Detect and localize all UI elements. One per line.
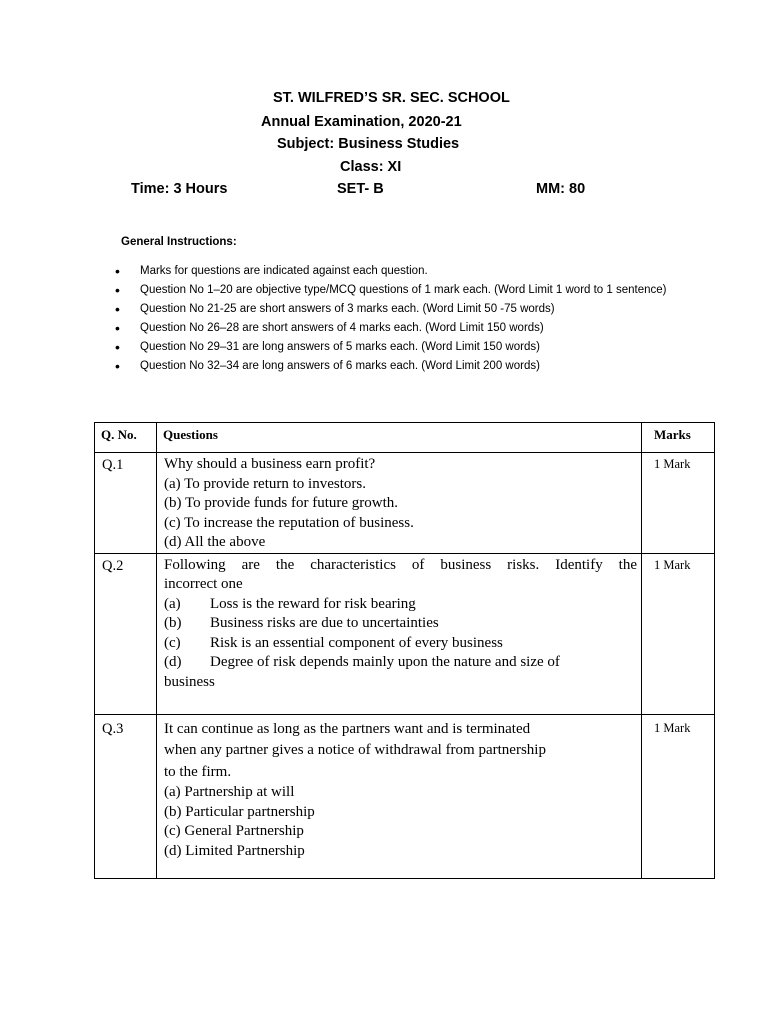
subject-line: Subject: Business Studies bbox=[277, 136, 460, 152]
time-line: Time: 3 Hours bbox=[131, 181, 228, 197]
instruction-item: • Question No 1–20 are objective type/MCQ questions of 1 mark each. (Word Limit 1 word to 1 sentence) bbox=[113, 281, 673, 300]
option-continuation: business bbox=[164, 673, 215, 690]
marks-cell: 1 Mark bbox=[642, 553, 715, 714]
question-text: Why should a business earn profit? bbox=[164, 456, 376, 472]
instruction-item: • Question No 29–31 are long answers of 5 marks each. (Word Limit 150 words) bbox=[113, 338, 673, 357]
question-text: Following are the characteristics of business risks. Identify the bbox=[164, 556, 637, 573]
option-key: (b) bbox=[164, 615, 182, 631]
option-text: Risk is an essential component of every business bbox=[210, 634, 503, 651]
question-text: to the firm. bbox=[164, 763, 232, 780]
table-row bbox=[95, 553, 715, 714]
table-row bbox=[95, 714, 715, 878]
set-line: SET- B bbox=[337, 181, 384, 197]
option: (c) To increase the reputation of business. bbox=[164, 514, 414, 531]
header-marks: Marks bbox=[642, 423, 715, 453]
instruction-item: • Question No 32–34 are long answers of 6 marks each. (Word Limit 200 words) bbox=[113, 357, 673, 376]
option: (c) General Partnership bbox=[164, 823, 304, 839]
option-key: (a) bbox=[164, 595, 181, 612]
question-text: It can continue as long as the partners want and is terminated bbox=[164, 720, 531, 737]
question-cell bbox=[157, 714, 642, 878]
table-header-row bbox=[95, 423, 715, 453]
option-key: (c) bbox=[164, 634, 181, 651]
instruction-item: • Question No 26–28 are short answers of 4 marks each. (Word Limit 150 words) bbox=[113, 319, 673, 338]
option: (b) Particular partnership bbox=[164, 803, 315, 820]
question-cell bbox=[157, 453, 642, 554]
option bbox=[164, 634, 637, 654]
question-number: Q.1 bbox=[95, 453, 157, 554]
option bbox=[164, 595, 637, 615]
option: (b) To provide funds for future growth. bbox=[164, 495, 399, 511]
header-questions: Questions bbox=[157, 423, 642, 453]
option: (a) Partnership at will bbox=[164, 784, 295, 800]
question-text: when any partner gives a notice of withdrawal from partnership bbox=[164, 742, 546, 758]
option bbox=[164, 653, 637, 673]
instruction-item: • Marks for questions are indicated against each question. bbox=[113, 262, 673, 281]
option-text: Degree of risk depends mainly upon the nature and size of bbox=[210, 654, 560, 670]
header-qno: Q. No. bbox=[95, 423, 157, 453]
table-row bbox=[95, 453, 715, 554]
exam-title: Annual Examination, 2020-21 bbox=[261, 114, 462, 130]
option-text: Loss is the reward for risk bearing bbox=[210, 595, 416, 612]
instruction-item: • Question No 21-25 are short answers of 3 marks each. (Word Limit 50 -75 words) bbox=[113, 300, 673, 319]
max-marks-line: MM: 80 bbox=[536, 181, 586, 197]
question-number: Q.3 bbox=[95, 714, 157, 878]
marks-cell: 1 Mark bbox=[642, 453, 715, 554]
question-text: incorrect one bbox=[164, 576, 243, 592]
marks-cell: 1 Mark bbox=[642, 714, 715, 878]
question-table bbox=[94, 422, 715, 879]
option-text: Business risks are due to uncertainties bbox=[210, 615, 439, 631]
instructions-title: General Instructions: bbox=[121, 236, 237, 248]
question-cell bbox=[157, 553, 642, 714]
question-number: Q.2 bbox=[95, 553, 157, 714]
option bbox=[164, 614, 637, 634]
class-line: Class: XI bbox=[340, 159, 402, 175]
instructions-list bbox=[113, 262, 673, 376]
option: (d) All the above bbox=[164, 534, 266, 550]
school-name: ST. WILFRED’S SR. SEC. SCHOOL bbox=[273, 90, 510, 106]
option: (a) To provide return to investors. bbox=[164, 475, 366, 492]
option-key: (d) bbox=[164, 654, 182, 670]
option: (d) Limited Partnership bbox=[164, 842, 305, 859]
